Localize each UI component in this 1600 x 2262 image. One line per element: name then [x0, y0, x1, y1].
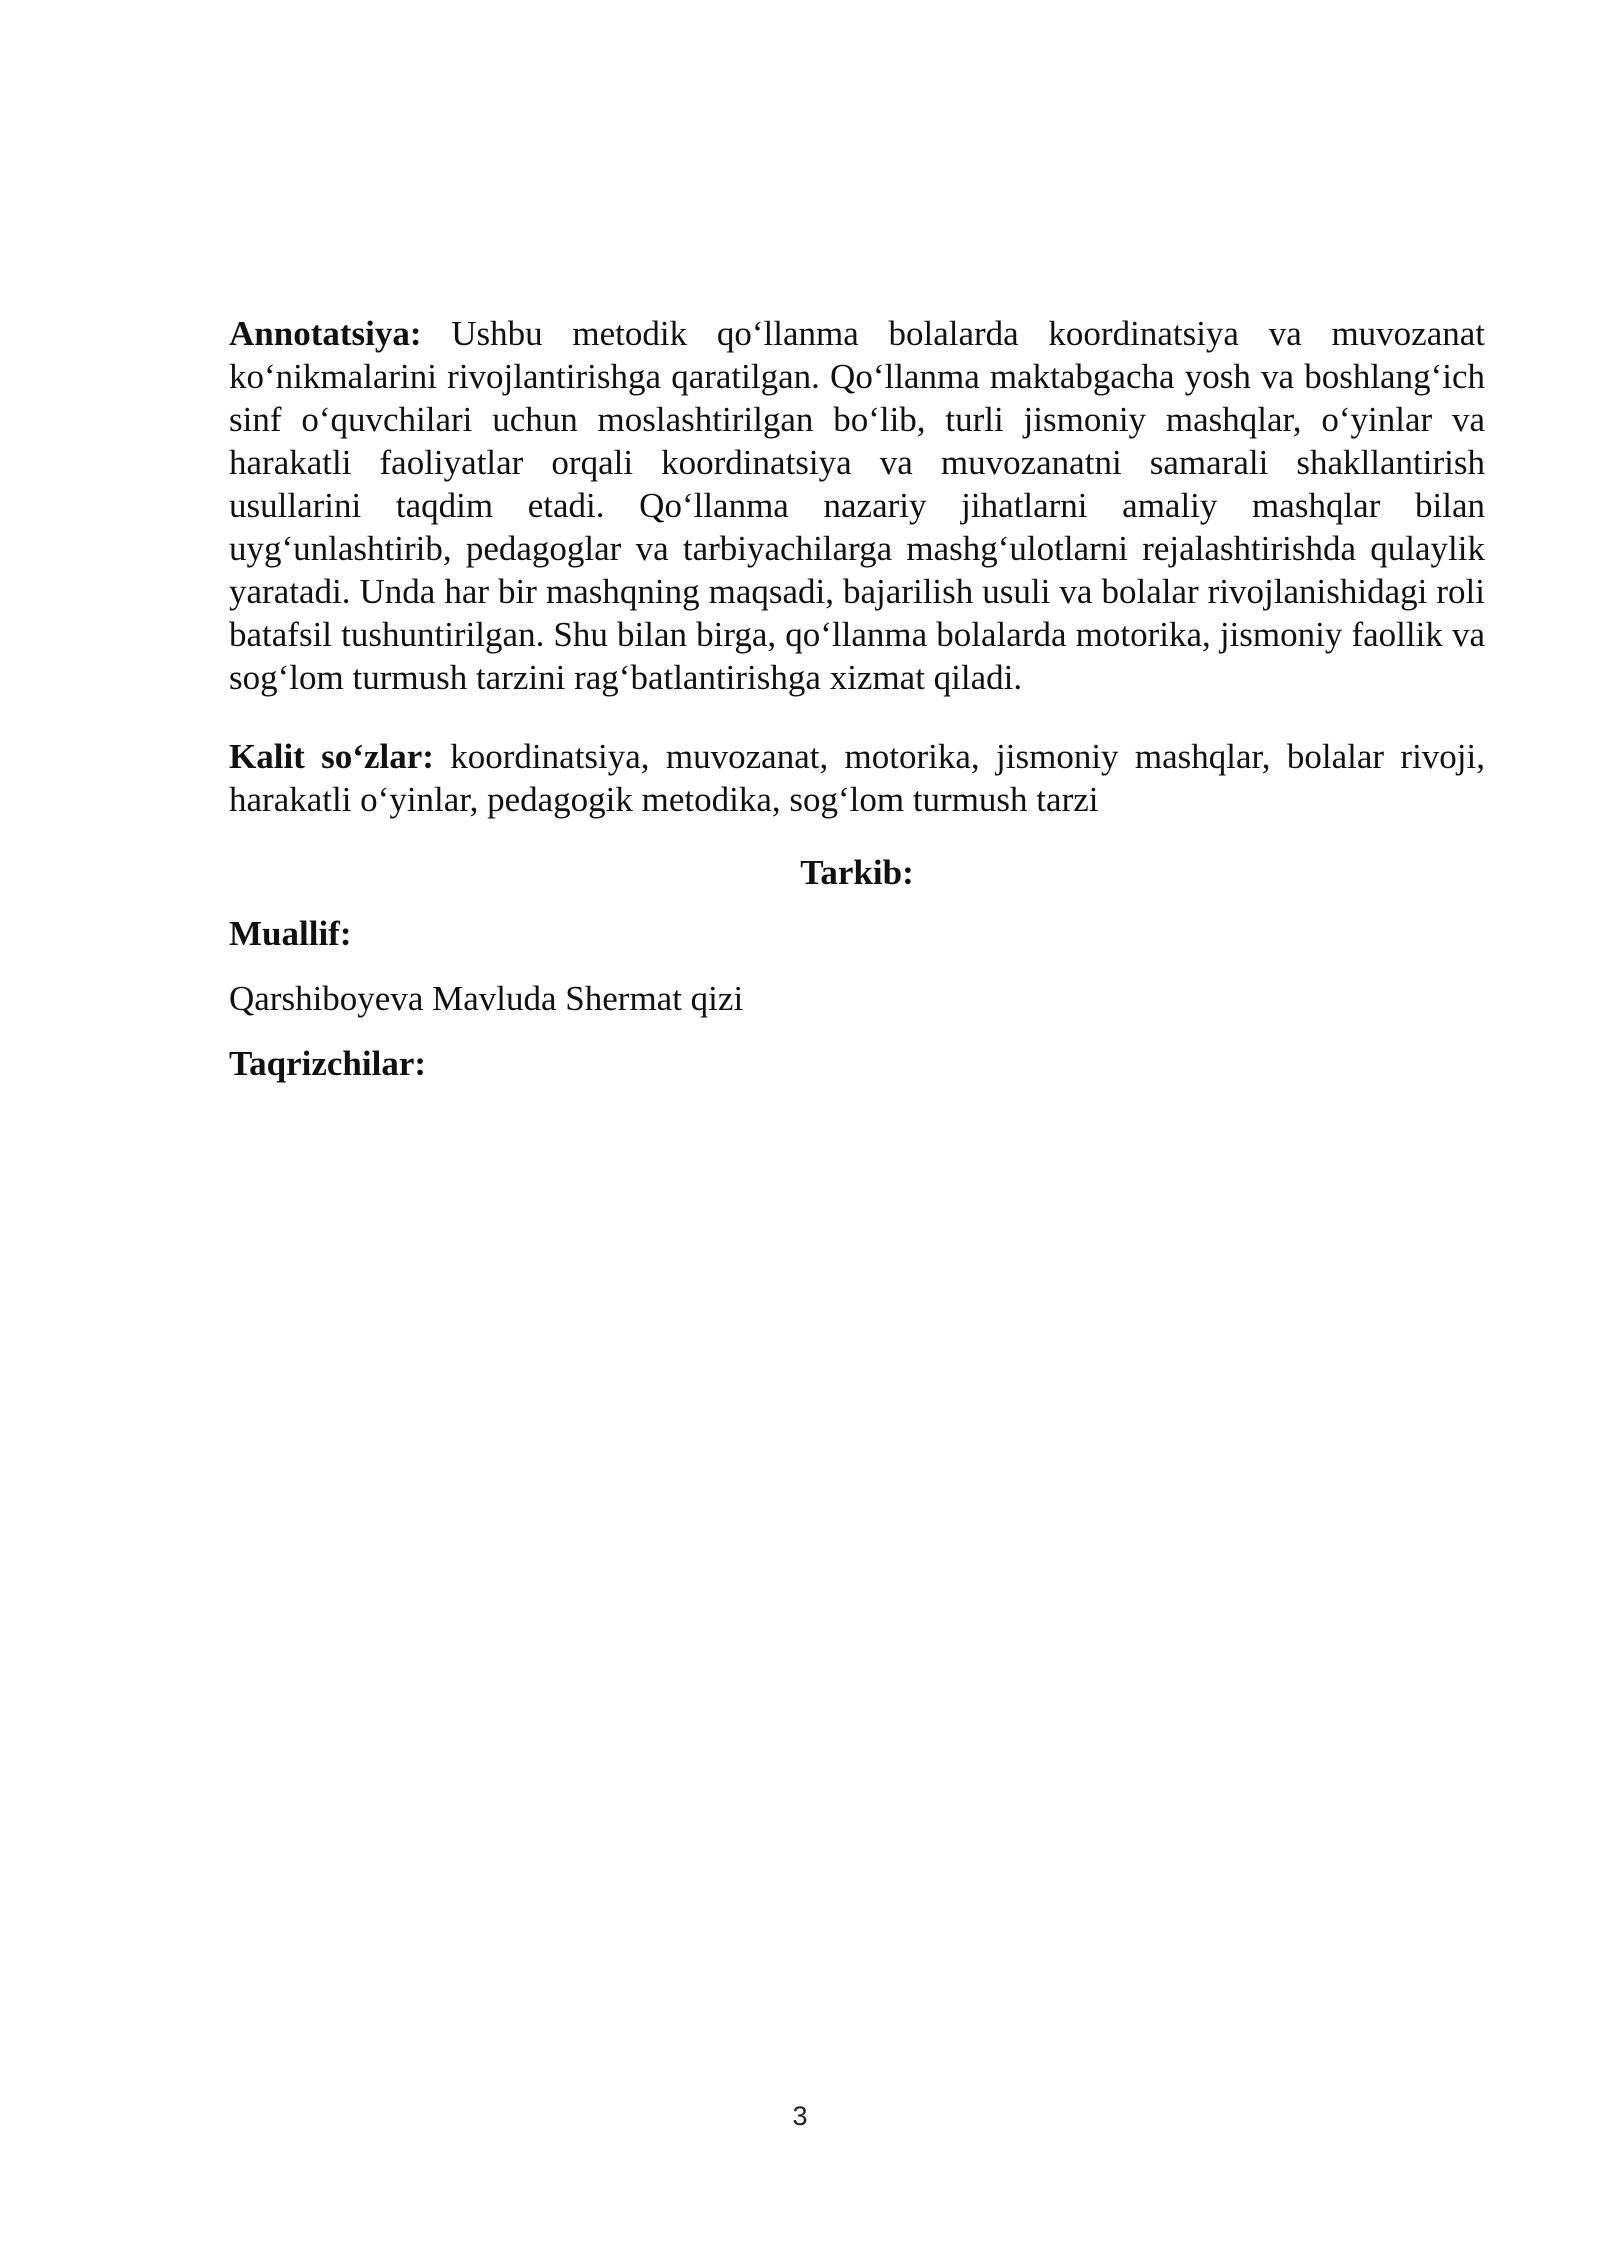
abstract-paragraph — [229, 312, 1485, 699]
abstract-text: Ushbu metodik qo‘llanma bolalarda koordinatsiya va muvozanat ko‘nikmalarini rivojlantirishga qaratilgan. Qo‘llanma maktabgacha yosh va boshlang‘ich sinf o‘quvchilari uchun moslashtirilgan bo‘lib, turli jismoniy mashqlar, o‘yinlar va harakatli faoliyatlar orqali koordinatsiya va muvozanatni samarali shakllantirish usullarini taqdim etadi. Qo‘llanma nazariy jihatlarni amaliy mashqlar bilan uyg‘unlashtirib, pedagoglar va tarbiyachilarga mashg‘ulotlarni rejalashtirishda qulaylik yaratadi. Unda har bir mashqning maqsadi, bajarilish usuli va bolalar rivojlanishidagi roli batafsil tushuntirilgan. Shu bilan birga, qo‘llanma bolalarda motorika, jismoniy faollik va sog‘lom turmush tarzini rag‘batlantirishga xizmat qiladi. — [229, 314, 1486, 697]
keywords-paragraph — [229, 735, 1485, 821]
abstract-label: Annotatsiya: — [229, 314, 422, 353]
reviewers-label: Taqrizchilar: — [229, 1044, 427, 1083]
page-number: 3 — [792, 2101, 808, 2131]
page-content — [229, 312, 1485, 1107]
keywords-text: koordinatsiya, muvozanat, motorika, jismoniy mashqlar, bolalar rivoji, harakatli o‘yinlar, pedagogik metodika, sog‘lom turmush tarzi — [229, 737, 1486, 819]
author-label: Muallif: — [229, 914, 352, 953]
contents-heading: Tarkib: — [800, 853, 914, 892]
author-name: Qarshiboyeva Mavluda Shermat qizi — [229, 979, 744, 1018]
keywords-label: Kalit so‘zlar: — [229, 737, 434, 776]
